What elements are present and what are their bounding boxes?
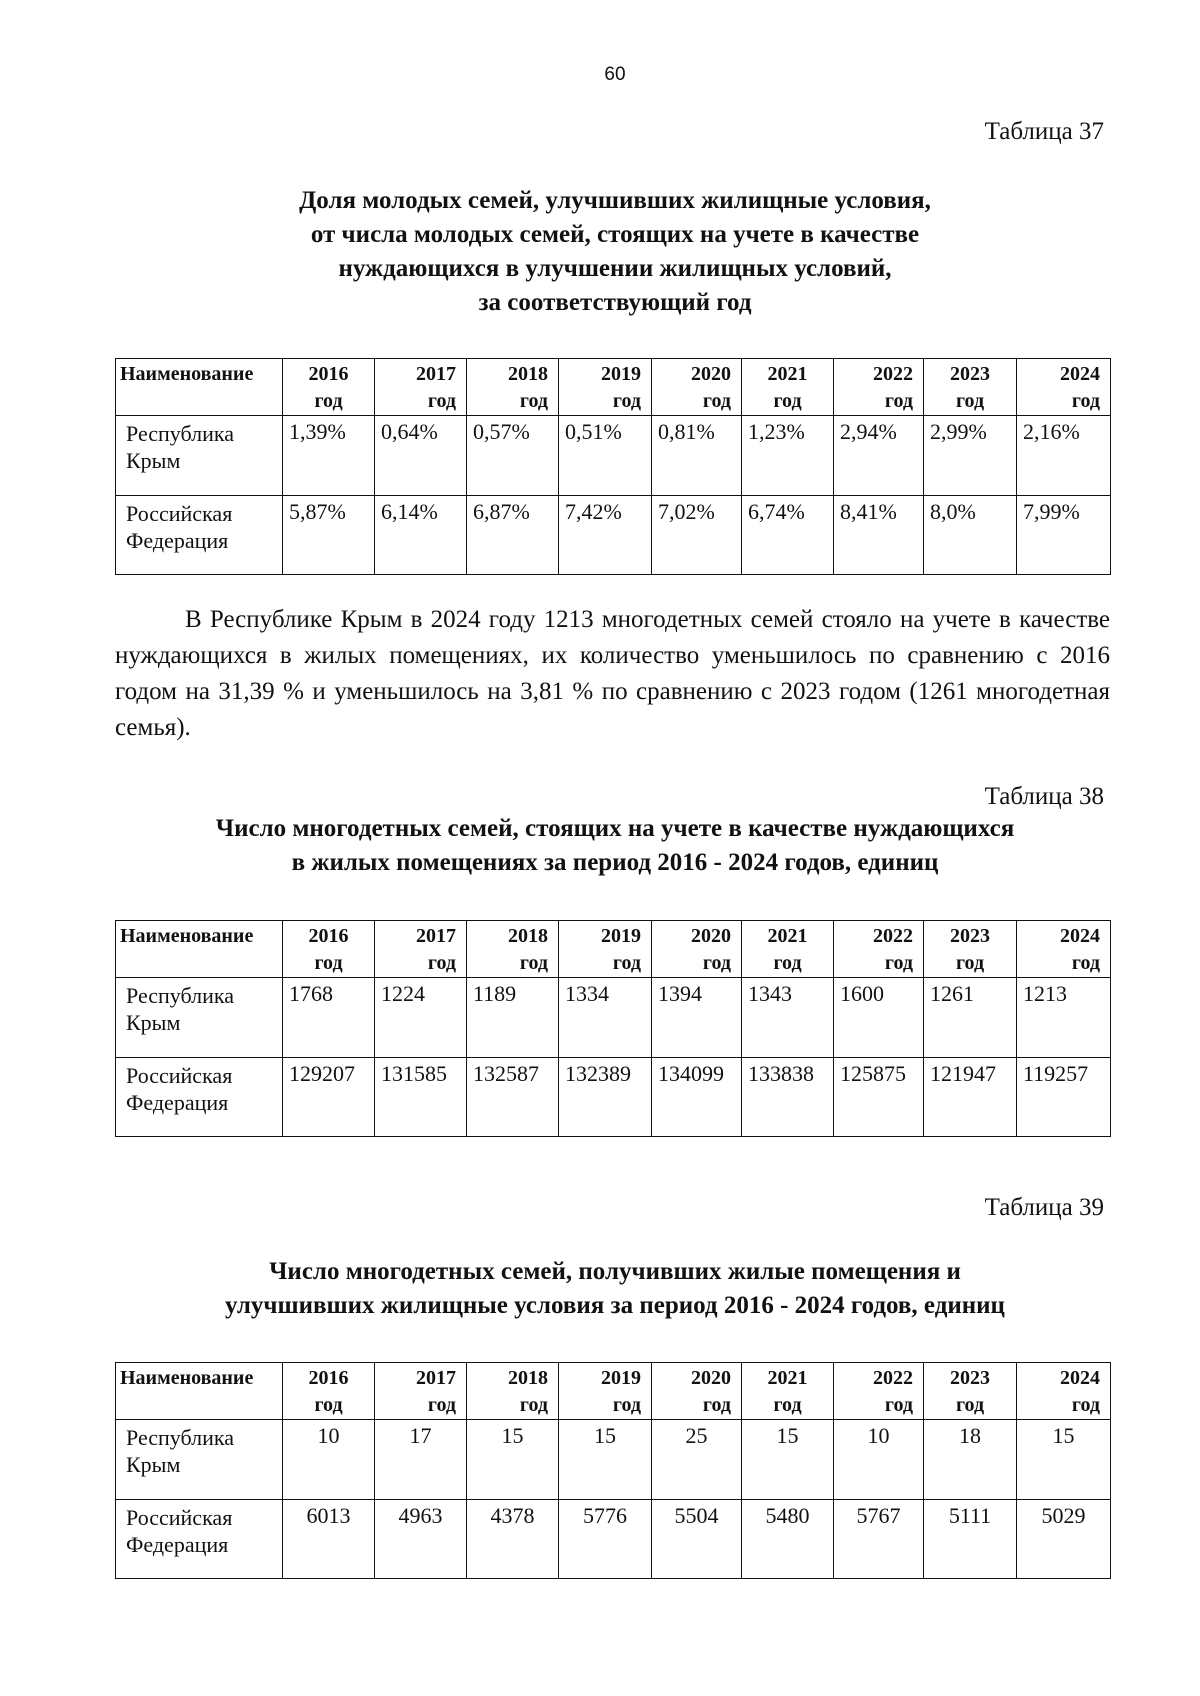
header-year: 2024 год — [1017, 359, 1111, 416]
title-line: Число многодетных семей, стоящих на учете в качестве нуждающихся — [215, 815, 1015, 842]
title-line: в жилых помещениях за период 2016 - 2024 годов, единиц — [291, 849, 939, 876]
value-cell: 1213 — [1017, 978, 1111, 1058]
value-cell: 132389 — [559, 1058, 652, 1137]
table-39-label: Таблица 39 — [984, 1194, 1104, 1221]
value-cell: 25 — [652, 1420, 742, 1500]
value-cell: 1600 — [834, 978, 924, 1058]
value-cell: 5111 — [924, 1500, 1017, 1579]
title-line: Доля молодых семей, улучшивших жилищные условия, — [299, 187, 931, 214]
header-year: 2016 год — [283, 921, 375, 978]
header-year: 2023 год — [924, 359, 1017, 416]
table-38-label: Таблица 38 — [984, 783, 1104, 810]
value-cell: 1224 — [375, 978, 467, 1058]
region-cell: Республика Крым — [116, 1420, 283, 1500]
table-row — [116, 1420, 1111, 1500]
table-39 — [115, 1362, 1111, 1579]
value-cell: 1189 — [467, 978, 559, 1058]
header-year: 2018 год — [467, 921, 559, 978]
value-cell: 15 — [559, 1420, 652, 1500]
value-cell: 8,41% — [834, 496, 924, 575]
value-cell: 5504 — [652, 1500, 742, 1579]
value-cell: 2,16% — [1017, 416, 1111, 496]
region-cell: Российская Федерация — [116, 1058, 283, 1137]
table-38-title — [0, 812, 1200, 880]
value-cell: 15 — [1017, 1420, 1111, 1500]
value-cell: 0,81% — [652, 416, 742, 496]
value-cell: 119257 — [1017, 1058, 1111, 1137]
header-year: 2018 год — [467, 1363, 559, 1420]
header-year: 2017 год — [375, 359, 467, 416]
title-line: от числа молодых семей, стоящих на учете в качестве — [310, 221, 920, 248]
value-cell: 2,94% — [834, 416, 924, 496]
header-year: 2024 год — [1017, 1363, 1111, 1420]
value-cell: 0,64% — [375, 416, 467, 496]
value-cell: 1261 — [924, 978, 1017, 1058]
header-year: 2021 год — [742, 359, 834, 416]
table-row — [116, 416, 1111, 496]
table-38 — [115, 920, 1111, 1137]
table-37-label: Таблица 37 — [984, 118, 1104, 145]
value-cell: 4963 — [375, 1500, 467, 1579]
value-cell: 17 — [375, 1420, 467, 1500]
title-line: за соответствующий год — [478, 289, 752, 316]
value-cell: 5,87% — [283, 496, 375, 575]
value-cell: 2,99% — [924, 416, 1017, 496]
header-row — [116, 921, 1111, 978]
header-year: 2022 год — [834, 359, 924, 416]
value-cell: 18 — [924, 1420, 1017, 1500]
table-row — [116, 978, 1111, 1058]
header-year: 2016 год — [283, 359, 375, 416]
value-cell: 125875 — [834, 1058, 924, 1137]
header-name-cell: Наименование — [116, 921, 283, 978]
value-cell: 5776 — [559, 1500, 652, 1579]
header-year: 2021 год — [742, 1363, 834, 1420]
value-cell: 133838 — [742, 1058, 834, 1137]
value-cell: 1,39% — [283, 416, 375, 496]
table-37 — [115, 358, 1111, 575]
value-cell: 5767 — [834, 1500, 924, 1579]
title-line: Число многодетных семей, получивших жилые помещения и — [269, 1258, 961, 1285]
header-year: 2017 год — [375, 1363, 467, 1420]
value-cell: 1334 — [559, 978, 652, 1058]
page-number: 60 — [604, 64, 626, 85]
header-year: 2020 год — [652, 921, 742, 978]
region-cell: Республика Крым — [116, 978, 283, 1058]
value-cell: 8,0% — [924, 496, 1017, 575]
value-cell: 132587 — [467, 1058, 559, 1137]
value-cell: 7,99% — [1017, 496, 1111, 575]
table-row — [116, 1058, 1111, 1137]
header-name-cell: Наименование — [116, 1363, 283, 1420]
header-year: 2019 год — [559, 1363, 652, 1420]
value-cell: 0,51% — [559, 416, 652, 496]
value-cell: 131585 — [375, 1058, 467, 1137]
header-year: 2018 год — [467, 359, 559, 416]
header-row — [116, 1363, 1111, 1420]
header-year: 2022 год — [834, 921, 924, 978]
header-year: 2016 год — [283, 1363, 375, 1420]
title-line: улучшивших жилищные условия за период 2016 - 2024 годов, единиц — [225, 1292, 1005, 1319]
value-cell: 1343 — [742, 978, 834, 1058]
value-cell: 1768 — [283, 978, 375, 1058]
value-cell: 10 — [834, 1420, 924, 1500]
title-line: нуждающихся в улучшении жилищных условий, — [338, 255, 892, 282]
header-year: 2024 год — [1017, 921, 1111, 978]
value-cell: 5480 — [742, 1500, 834, 1579]
value-cell: 1394 — [652, 978, 742, 1058]
header-year: 2020 год — [652, 359, 742, 416]
value-cell: 15 — [742, 1420, 834, 1500]
value-cell: 1,23% — [742, 416, 834, 496]
header-year: 2023 год — [924, 921, 1017, 978]
table-row — [116, 1500, 1111, 1579]
header-year: 2019 год — [559, 359, 652, 416]
value-cell: 5029 — [1017, 1500, 1111, 1579]
value-cell: 121947 — [924, 1058, 1017, 1137]
value-cell: 134099 — [652, 1058, 742, 1137]
region-cell: Российская Федерация — [116, 1500, 283, 1579]
value-cell: 7,42% — [559, 496, 652, 575]
value-cell: 6,87% — [467, 496, 559, 575]
table-row — [116, 496, 1111, 575]
value-cell: 7,02% — [652, 496, 742, 575]
value-cell: 15 — [467, 1420, 559, 1500]
value-cell: 0,57% — [467, 416, 559, 496]
header-year: 2022 год — [834, 1363, 924, 1420]
header-row — [116, 359, 1111, 416]
value-cell: 6,14% — [375, 496, 467, 575]
header-name-cell: Наименование — [116, 359, 283, 416]
header-year: 2023 год — [924, 1363, 1017, 1420]
header-year: 2017 год — [375, 921, 467, 978]
body-paragraph: В Республике Крым в 2024 году 1213 многодетных семей стояло на учете в качестве нуждающихся в жилых помещениях, их количество уменьшилось по сравнению с 2016 годом на 31,39 % и уменьшилось на 3,81 % по сравнению с 2023 годом (1261 многодетная семья). — [115, 606, 1110, 741]
value-cell: 129207 — [283, 1058, 375, 1137]
value-cell: 4378 — [467, 1500, 559, 1579]
value-cell: 6013 — [283, 1500, 375, 1579]
table-37-title — [0, 184, 1200, 320]
region-cell: Российская Федерация — [116, 496, 283, 575]
region-cell: Республика Крым — [116, 416, 283, 496]
table-39-title — [0, 1255, 1200, 1323]
header-year: 2019 год — [559, 921, 652, 978]
value-cell: 10 — [283, 1420, 375, 1500]
header-year: 2020 год — [652, 1363, 742, 1420]
value-cell: 6,74% — [742, 496, 834, 575]
header-year: 2021 год — [742, 921, 834, 978]
